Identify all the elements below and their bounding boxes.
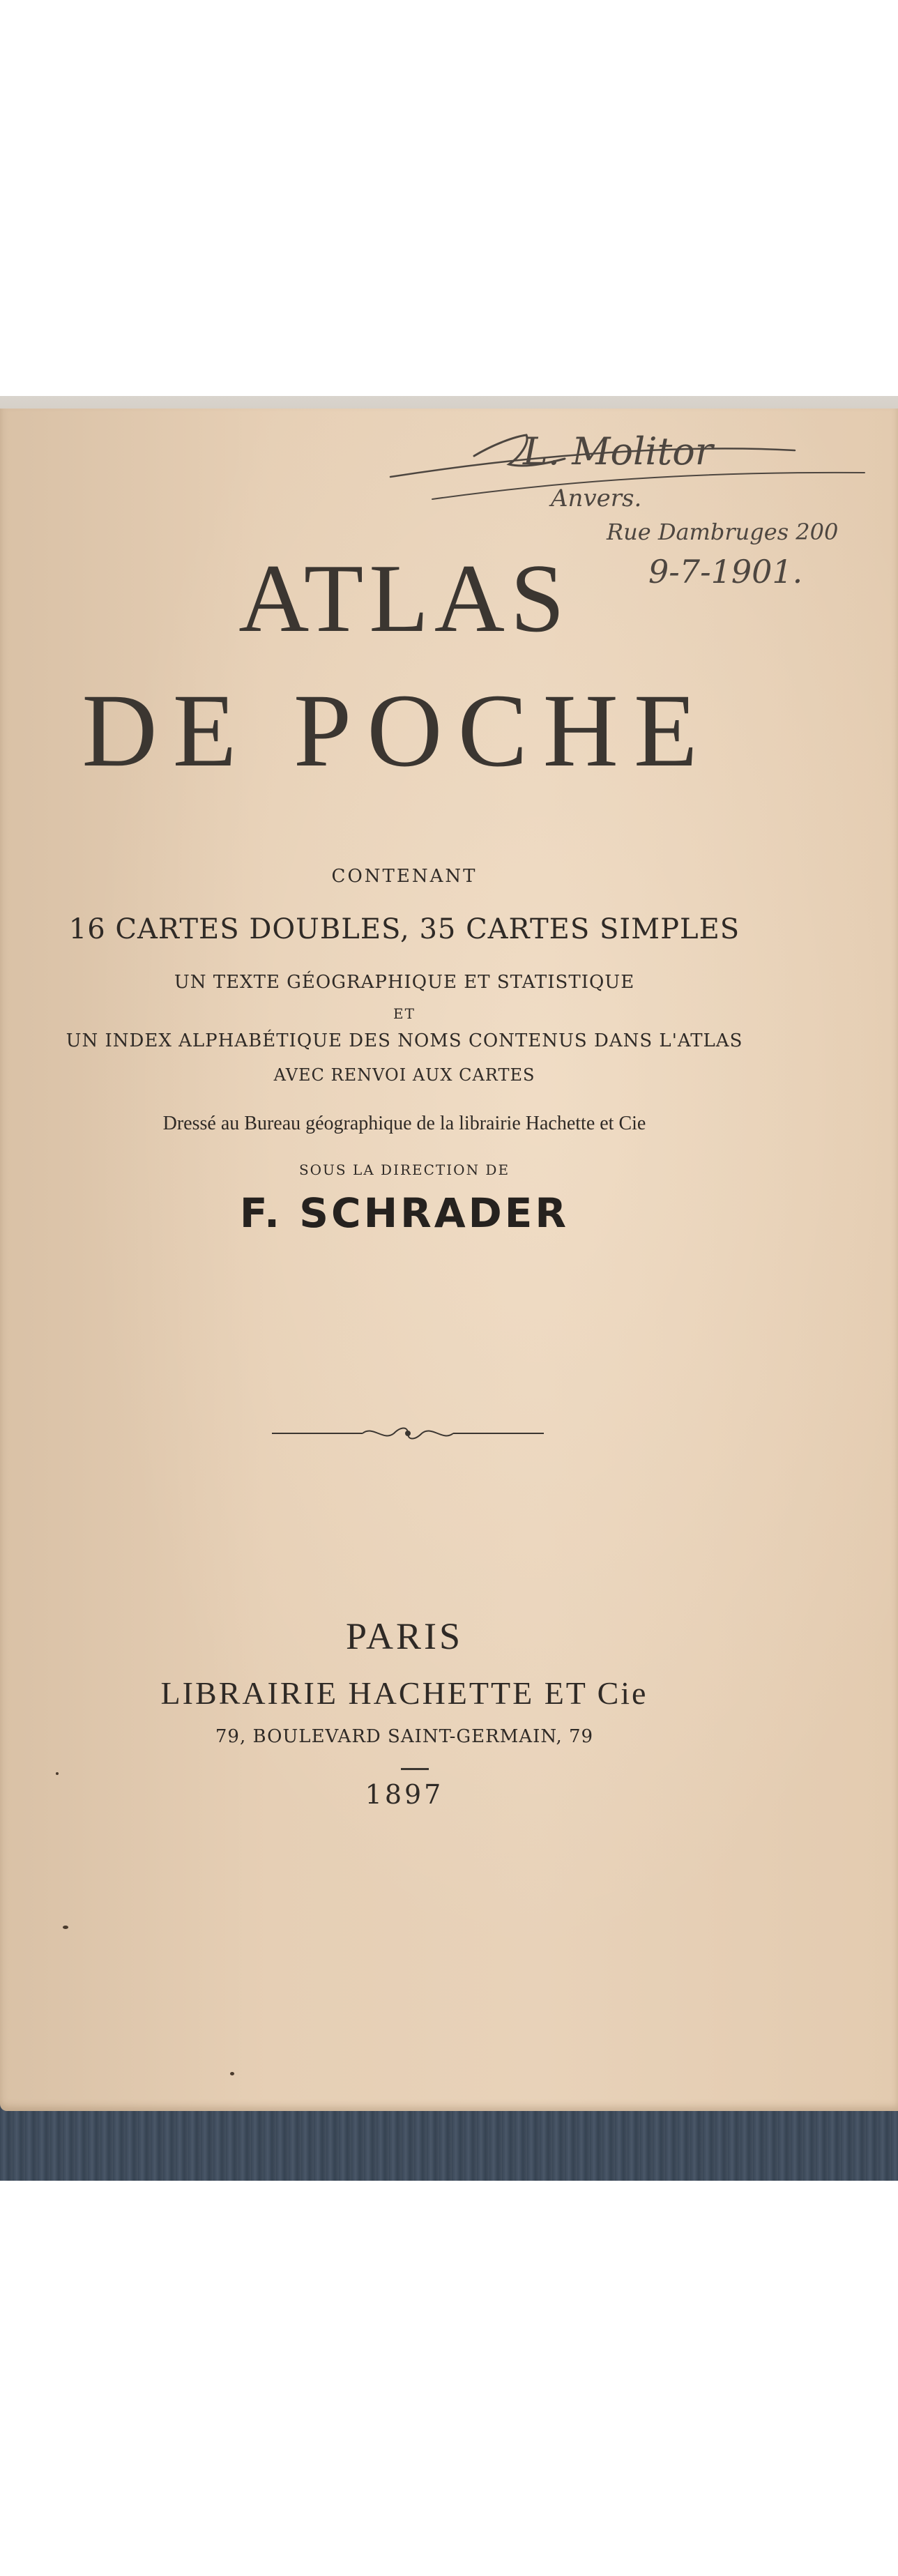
paper-speck: [230, 2072, 234, 2075]
paper-speck: [63, 1926, 68, 1929]
inscription-name: L. Molitor: [523, 429, 713, 473]
paper-speck: [56, 1772, 59, 1775]
direction-text: SOUS LA DIRECTION DE: [298, 1161, 510, 1178]
book-photo: [0, 396, 898, 2181]
contenant-text: CONTENANT: [331, 866, 478, 887]
texte-geographique: UN TEXTE GÉOGRAPHIQUE ET STATISTIQUE: [174, 972, 635, 993]
renvoi-text: AVEC RENVOI AUX CARTES: [273, 1065, 535, 1085]
short-rule: [401, 1768, 429, 1770]
index-text: UN INDEX ALPHABÉTIQUE DES NOMS CONTENUS DANS L'ATLAS: [66, 1030, 743, 1051]
inscription-street: Rue Dambruges 200: [607, 519, 839, 545]
title-page: [0, 409, 898, 2111]
publication-year: 1897: [365, 1779, 444, 1810]
title-de-poche: DE POCHE: [82, 673, 713, 788]
dresse-text: Dressé au Bureau géographique de la librairie Hachette et Cie: [162, 1113, 646, 1134]
publisher-address: 79, BOULEVARD SAINT-GERMAIN, 79: [215, 1726, 594, 1747]
city-paris: PARIS: [345, 1615, 464, 1657]
cartes-text: 16 CARTES DOUBLES, 35 CARTES SIMPLES: [68, 913, 740, 945]
publisher-name: LIBRAIRIE HACHETTE ET Cie: [160, 1675, 648, 1711]
et-text: ET: [393, 1005, 416, 1022]
title-atlas: ATLAS: [238, 544, 570, 653]
author-name: F. SCHRADER: [239, 1189, 570, 1237]
inscription-date: 9-7-1901.: [648, 553, 803, 590]
inscription-city: Anvers.: [551, 485, 642, 512]
ornament-divider: [272, 1419, 544, 1447]
